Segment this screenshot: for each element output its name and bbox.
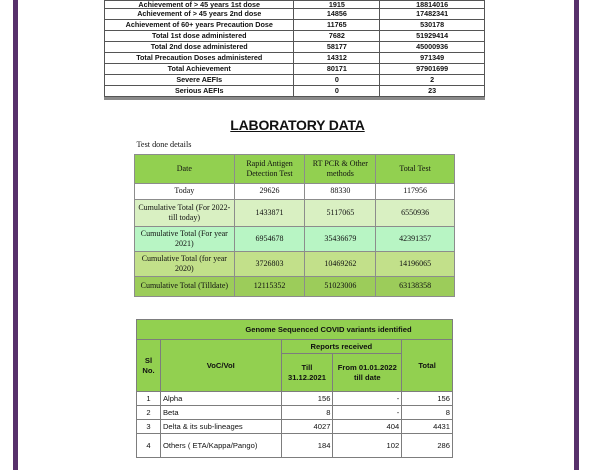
till-value: 8 [281, 406, 333, 420]
table-caption-row [135, 136, 455, 154]
header-row [135, 154, 455, 183]
till-value: 184 [281, 434, 333, 458]
cumulative-value: 18814016 [380, 1, 485, 9]
header-reports-received: Reports received [281, 340, 402, 354]
row-label: Cumulative Total (For year 2021) [135, 226, 235, 251]
rapid-value: 12115352 [234, 276, 305, 296]
table-row [105, 1, 485, 9]
header-date: Date [135, 154, 235, 183]
rtpcr-value: 10469262 [305, 251, 376, 276]
table-row [135, 276, 455, 296]
page-border-left [13, 0, 18, 470]
today-value: 7682 [294, 31, 380, 42]
genome-title-row [137, 320, 453, 340]
table-row [105, 64, 485, 75]
genome-title: Genome Sequenced COVID variants identified [137, 320, 453, 340]
header-rtpcr: RT PCR & Other methods [305, 154, 376, 183]
table-row [105, 75, 485, 86]
cumulative-value: 97901699 [380, 64, 485, 75]
total-value: 14196065 [376, 251, 455, 276]
page-border-right [574, 0, 579, 470]
today-value: 14856 [294, 9, 380, 20]
variant-name: Beta [160, 406, 281, 420]
variant-name: Others ( ETA/Kappa/Pango) [160, 434, 281, 458]
table-row [135, 226, 455, 251]
genome-table [136, 319, 453, 458]
cumulative-value: 17482341 [380, 9, 485, 20]
row-label: Total Precaution Doses administered [105, 53, 294, 64]
row-label: Achievement of 60+ years Precaution Dose [105, 20, 294, 31]
rapid-value: 1433871 [234, 199, 305, 226]
table-row [137, 420, 453, 434]
rtpcr-value: 88330 [305, 183, 376, 199]
today-value: 58177 [294, 42, 380, 53]
today-value: 11765 [294, 20, 380, 31]
table-row [105, 53, 485, 64]
rtpcr-value: 35436679 [305, 226, 376, 251]
table-row [137, 434, 453, 458]
rtpcr-value: 51023006 [305, 276, 376, 296]
laboratory-table [134, 136, 455, 297]
sl-value: 2 [137, 406, 161, 420]
cumulative-value: 45000936 [380, 42, 485, 53]
from-value: - [333, 406, 402, 420]
total-value: 6550936 [376, 199, 455, 226]
variant-name: Delta & its sub-lineages [160, 420, 281, 434]
sl-value: 3 [137, 420, 161, 434]
cumulative-value: 23 [380, 86, 485, 97]
row-label: Total 2nd dose administered [105, 42, 294, 53]
total-value: 156 [402, 392, 453, 406]
table-caption: Test done details [135, 136, 455, 154]
row-label: Serious AEFIs [105, 86, 294, 97]
sl-value: 4 [137, 434, 161, 458]
header-row [137, 340, 453, 354]
table-row [137, 392, 453, 406]
header-rapid: Rapid Antigen Detection Test [234, 154, 305, 183]
total-value: 42391357 [376, 226, 455, 251]
row-label: Cumulative Total (Tilldate) [135, 276, 235, 296]
rapid-value: 29626 [234, 183, 305, 199]
header-till: Till 31.12.2021 [281, 354, 333, 392]
header-total: Total Test [376, 154, 455, 183]
table-row [135, 183, 455, 199]
row-label: Cumulative Total (for year 2020) [135, 251, 235, 276]
rapid-value: 6954678 [234, 226, 305, 251]
from-value: 102 [333, 434, 402, 458]
row-label: Achievement of > 45 years 2nd dose [105, 9, 294, 20]
sl-value: 1 [137, 392, 161, 406]
vaccination-table [104, 0, 485, 97]
total-value: 286 [402, 434, 453, 458]
table-row [105, 31, 485, 42]
till-value: 4027 [281, 420, 333, 434]
total-value: 8 [402, 406, 453, 420]
table-shadow [104, 97, 485, 100]
table-row [135, 251, 455, 276]
header-voc: VoC/VoI [160, 340, 281, 392]
total-value: 63138358 [376, 276, 455, 296]
table-row [137, 406, 453, 420]
today-value: 1915 [294, 1, 380, 9]
rapid-value: 3726803 [234, 251, 305, 276]
row-label: Today [135, 183, 235, 199]
header-total: Total [402, 340, 453, 392]
from-value: - [333, 392, 402, 406]
till-value: 156 [281, 392, 333, 406]
today-value: 80171 [294, 64, 380, 75]
row-label: Severe AEFIs [105, 75, 294, 86]
table-row [105, 20, 485, 31]
header-from: From 01.01.2022 till date [333, 354, 402, 392]
header-sl-no: Sl No. [137, 340, 161, 392]
row-label: Cumulative Total (For 2022- till today) [135, 199, 235, 226]
cumulative-value: 2 [380, 75, 485, 86]
cumulative-value: 530178 [380, 20, 485, 31]
today-value: 0 [294, 75, 380, 86]
variant-name: Alpha [160, 392, 281, 406]
table-row [105, 9, 485, 20]
table-row [105, 86, 485, 97]
rtpcr-value: 5117065 [305, 199, 376, 226]
cumulative-value: 971349 [380, 53, 485, 64]
cumulative-value: 51929414 [380, 31, 485, 42]
row-label: Achievement of > 45 years 1st dose [105, 1, 294, 9]
table-row [135, 199, 455, 226]
row-label: Total Achievement [105, 64, 294, 75]
total-value: 117956 [376, 183, 455, 199]
total-value: 4431 [402, 420, 453, 434]
today-value: 0 [294, 86, 380, 97]
row-label: Total 1st dose administered [105, 31, 294, 42]
laboratory-title: LABORATORY DATA [230, 117, 365, 133]
from-value: 404 [333, 420, 402, 434]
table-row [105, 42, 485, 53]
today-value: 14312 [294, 53, 380, 64]
